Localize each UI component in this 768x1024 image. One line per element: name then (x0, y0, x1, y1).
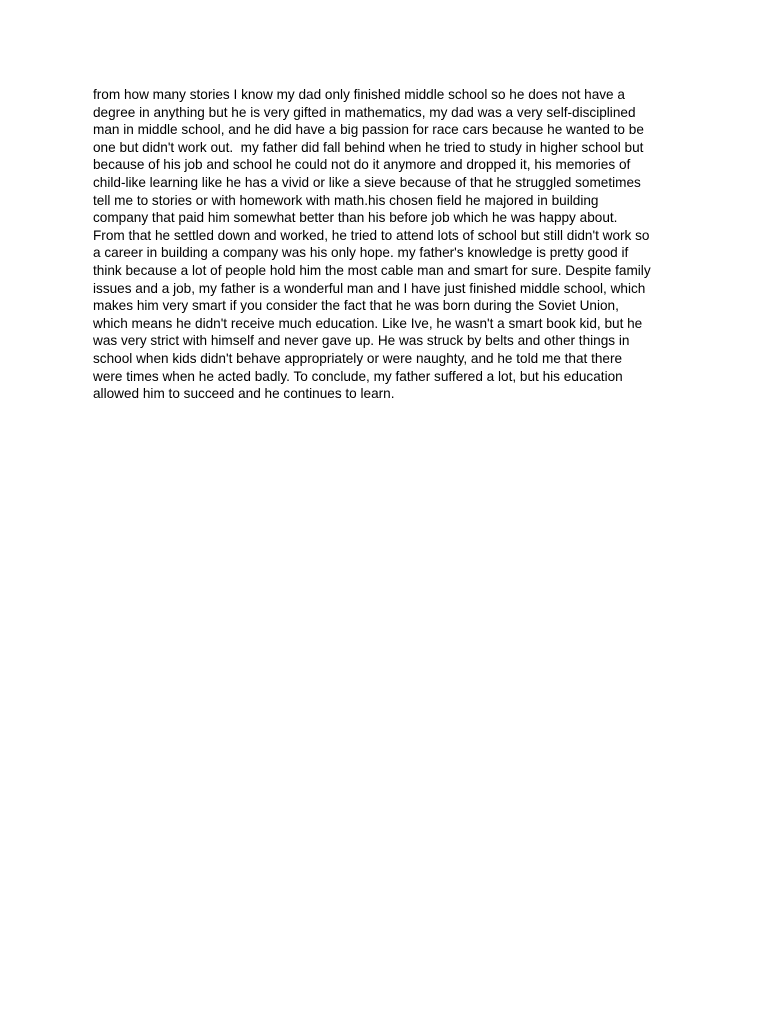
essay-paragraph (93, 86, 683, 403)
paragraph-line: child-like learning like he has a vivid or like a sieve because of that he struggled sometimes (93, 174, 641, 190)
paragraph-line: from how many stories I know my dad only finished middle school so he does not have a (93, 87, 625, 102)
paragraph-line: company that paid him somewhat better than his before job which he was happy about. (93, 210, 618, 226)
paragraph-line: which means he didn't receive much education. Like Ive, he wasn't a smart book kid, but he (93, 315, 643, 331)
paragraph-line: because of his job and school he could not do it anymore and dropped it, his memories of (93, 157, 631, 173)
paragraph-line: man in middle school, and he did have a big passion for race cars because he wanted to be (93, 122, 644, 138)
paragraph-line: tell me to stories or with homework with math.his chosen field he majored in building (93, 192, 599, 208)
paragraph-line: From that he settled down and worked, he tried to attend lots of school but still didn't work so (93, 227, 650, 243)
paragraph-line: think because a lot of people hold him the most cable man and smart for sure. Despite family (93, 262, 651, 278)
paragraph-line: school when kids didn't behave appropriately or were naughty, and he told me that there (93, 350, 623, 366)
paragraph-line: one but didn't work out. my father did fall behind when he tried to study in higher school but (93, 139, 644, 155)
paragraph-line: makes him very smart if you consider the fact that he was born during the Soviet Union, (93, 298, 619, 314)
paragraph-line: degree in anything but he is very gifted in mathematics, my dad was a very self-disciplined (93, 104, 636, 120)
paragraph-line: a career in building a company was his only hope. my father's knowledge is pretty good if (93, 245, 629, 261)
paragraph-line: issues and a job, my father is a wonderful man and I have just finished middle school, which (93, 280, 646, 296)
paragraph-line: was very strict with himself and never gave up. He was struck by belts and other things in (93, 333, 630, 349)
paragraph-line: allowed him to succeed and he continues to learn. (93, 386, 395, 402)
paragraph-line: were times when he acted badly. To conclude, my father suffered a lot, but his education (93, 368, 623, 384)
